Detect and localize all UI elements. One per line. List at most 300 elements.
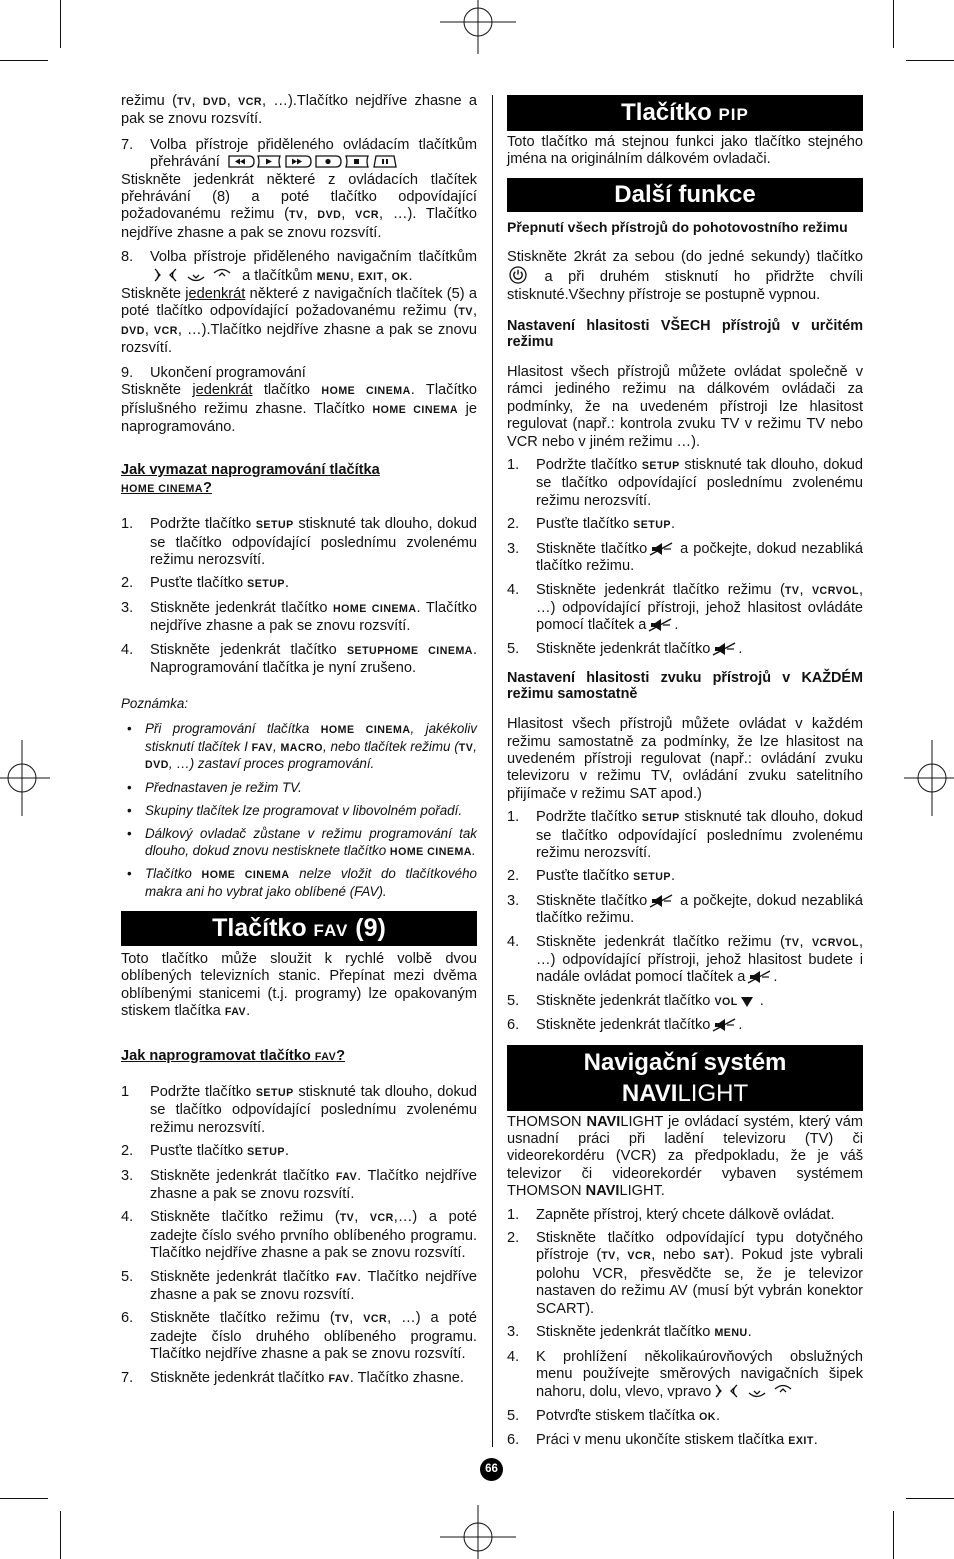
list-item [507, 1324, 863, 1342]
key-pip: PIP [718, 105, 749, 124]
key-label: VCR [369, 1212, 394, 1225]
step-number: 7. [121, 136, 134, 153]
text: (9) [348, 913, 386, 942]
text: . Tlačítko nejdříve zhasne a pak se znovu rozsvítí. [150, 1268, 477, 1304]
crop-mark [60, 0, 61, 48]
text: a počkejte, dokud nezabliká tlačítko režimu. [536, 540, 863, 575]
key-menu: MENU [316, 270, 350, 283]
text: Stiskněte jedenkrát tlačítko [150, 641, 347, 658]
mode-dvd: DVD [317, 209, 342, 222]
step-number: 5. [121, 1268, 134, 1285]
text: Tlačítko [145, 866, 202, 882]
text: , nebo [651, 1247, 704, 1264]
text: , …) odpovídající přístroji, jehož hlasitost budete i nadále ovládat pomocí tlačítek [536, 933, 864, 986]
text: Podržte tlačítko [150, 516, 256, 533]
mode-vcr: VCR [355, 209, 380, 222]
key-label: HOME CINEMA [389, 845, 472, 858]
text: . [408, 267, 413, 284]
list-item [507, 893, 863, 928]
nav-arrows-icon [713, 1383, 797, 1399]
fav-banner [121, 911, 477, 946]
registration-mark-icon [440, 1505, 516, 1559]
list-item [507, 809, 863, 862]
key-label: HOME CINEMA [384, 644, 473, 657]
list-item [121, 1269, 477, 1305]
key-label: HOME CINEMA [333, 602, 417, 615]
vol-each-steps [507, 809, 863, 1034]
paragraph [121, 382, 477, 436]
text: Stiskněte jedenkrát tlačítko [536, 1324, 715, 1341]
text: ). Pokud jste vybrali polohu VCR, přesvědčte se, že je televizor nastaven do režimu AV (musí být vybrán konektor SCART). [536, 1247, 863, 1317]
text: Volba přístroje přiděleného navigačním tlačítkům [150, 249, 477, 266]
crop-mark [893, 1511, 894, 1559]
mute-icon [648, 618, 672, 632]
text: , [349, 267, 358, 284]
key-label: TV [458, 741, 474, 754]
text: , …).Tlačítko nejdříve zhasne a pak se znovu rozsvítí. [121, 321, 477, 357]
text: NAVI [585, 1183, 620, 1200]
step-number: 9. [121, 364, 134, 381]
key-label: VCR [627, 1250, 652, 1263]
text: LIGHT. [619, 1183, 665, 1200]
note-item [121, 826, 477, 861]
list-item [121, 249, 477, 286]
bullet-icon: • [127, 866, 132, 882]
key-label: SETUP [247, 578, 285, 591]
text: Přednastaven je režim TV. [145, 780, 302, 796]
text: jedenkrát [192, 382, 253, 399]
key-label: VCR [811, 584, 836, 597]
step-number: 4. [507, 1348, 520, 1365]
playback-buttons-icon [226, 154, 398, 169]
more-functions-banner: Další funkce [507, 178, 863, 212]
key-label: DVD [145, 759, 169, 772]
text: Stiskněte [121, 286, 186, 303]
mute-icon [747, 970, 771, 984]
key-label: HOME CINEMA [201, 869, 290, 882]
key-exit: EXIT [358, 270, 384, 283]
banner-line: Navigační systém [583, 1048, 787, 1076]
note-item [121, 803, 477, 820]
mode-vcr: VCR [238, 96, 263, 108]
text: Stiskněte jedenkrát tlačítko [150, 1268, 336, 1285]
step-number: 4. [507, 933, 520, 950]
text: , [383, 267, 392, 284]
step-number: 6. [507, 1017, 520, 1034]
crop-mark [60, 1511, 61, 1559]
step-number: 2. [507, 868, 520, 885]
list-item [121, 1209, 477, 1262]
text: Stiskněte jedenkrát některé z ovládacích tlačítek přehrávání (8) a poté tlačítko odpovídající požadovanému režimu ( [121, 171, 477, 223]
text: stisknuté tak dlouho, dokud se tlačítko odpovídající poslednímu zvolenému režimu nerozsvítí. [150, 1083, 477, 1136]
key-home-cinema: HOME CINEMA [121, 482, 204, 495]
text: . [284, 575, 290, 592]
text: . Tlačítko příslušného režimu zhasne. Tlačítko [121, 382, 477, 417]
text: Dálkový ovladač zůstane v režimu programování tak dlouho, dokud znovu nestisknete tlačítko [145, 825, 477, 858]
pip-banner [507, 95, 863, 131]
key-home-cinema: HOME CINEMA [372, 403, 459, 416]
list-item [121, 642, 477, 678]
text: . [284, 1143, 290, 1160]
paragraph [121, 951, 477, 1022]
text: je nyní zrušeno. [313, 659, 417, 676]
step-number: 1. [507, 809, 520, 826]
text: Podržte tlačítko [150, 1083, 256, 1100]
vol-all-steps [507, 457, 863, 658]
text: Toto tlačítko může sloužit k rychlé volbě dvou oblíbených televizních stanic. Přepínat mezi dvěma oblíbenými stanicemi (t.j. programy) lze opakovaným stiskem tlačítka [121, 950, 477, 1020]
key-label: MENU [714, 1327, 748, 1340]
key-label: FAV [328, 1372, 350, 1385]
text: . Tlačítko zhasne. [349, 1369, 464, 1386]
list-item [121, 600, 477, 636]
text: , [472, 303, 477, 320]
text: , [473, 738, 477, 754]
key-label: FAV [335, 1271, 358, 1284]
list-item [121, 516, 477, 569]
text: . [670, 868, 676, 885]
key-label: TV [784, 936, 800, 949]
key-label: FAV [251, 741, 273, 754]
text: , …).Tlačítko nejdříve zhasne a pak se znovu rozsvítí. [121, 93, 478, 128]
text: Zapněte přístroj, který chcete dálkově ovládat. [536, 1206, 835, 1223]
text: je naprogramováno. [121, 400, 478, 435]
list-item [507, 641, 863, 658]
step-number: 5. [507, 992, 520, 1009]
text: . [747, 1324, 752, 1341]
text: Podržte tlačítko [536, 809, 642, 826]
key-label: TV [784, 584, 800, 597]
note-item [121, 780, 477, 797]
step-number: 3. [507, 540, 520, 557]
text: , jakékoliv stisknutí tlačítek I [145, 720, 477, 754]
right-column [507, 95, 863, 1457]
text: Stiskněte tlačítko [536, 892, 648, 909]
text: Tlačítko [621, 99, 719, 126]
programming-steps [121, 365, 477, 382]
list-item [507, 1207, 863, 1224]
step-number: 3. [507, 892, 520, 909]
step-number: 1. [507, 1206, 520, 1223]
text: tlačítko [252, 382, 322, 399]
step-number: 1. [121, 516, 134, 533]
text: . [674, 617, 679, 634]
text: a při druhém stisknutí ho přidržte chvíli stisknuté.Všechny přístroje se postupně vypnou. [507, 269, 863, 303]
text: Ukončení programování [150, 364, 306, 381]
key-label: SETUP [346, 644, 385, 657]
text: stisknuté tak dlouho, dokud se tlačítko odpovídající poslednímu zvolenému režimu nerozsvítí. [536, 457, 863, 509]
text: LIGHT je ovládací systém, který vám usnadní práci při ladění televizoru (TV) či videorekordéru (VCR) za předpokladu, že je váš televizor či videorekordér vybaven systémem THOMSON [507, 1113, 863, 1200]
text: ? [203, 479, 212, 496]
step-number: 5. [507, 640, 520, 657]
key-label: SETUP [255, 1086, 294, 1099]
bullet-icon: • [127, 720, 132, 736]
section-heading: Přepnutí všech přístrojů do pohotovostního režimu [507, 218, 848, 235]
crop-mark [906, 1498, 954, 1499]
text: , [799, 581, 812, 598]
crop-mark [893, 0, 894, 48]
text: . [755, 992, 764, 1009]
crop-mark [906, 60, 954, 61]
list-item [121, 137, 477, 172]
list-item [507, 1408, 863, 1426]
text: , …) odpovídající přístroji, jehož hlasitost ovládáte pomocí tlačítek [536, 581, 864, 634]
step-number: 8. [121, 249, 134, 266]
step-number: 7. [121, 1369, 134, 1386]
step-number: 4. [121, 641, 134, 658]
text: Pusťte tlačítko [150, 575, 248, 592]
text: K prohlížení několikaúrovňových obslužných menu používejte směrových navigačních šipek nahoru, dolu, vlevo, vpravo [536, 1348, 863, 1401]
key-label: TV [601, 1250, 616, 1263]
text: . Naprogramování tlačítka [150, 641, 477, 676]
left-column [121, 93, 477, 1394]
navilight-banner [507, 1045, 863, 1111]
key-home-cinema: HOME CINEMA [321, 385, 411, 398]
list-item [507, 582, 863, 635]
crop-mark [0, 60, 48, 61]
text: , nebo tlačítek režimu ( [323, 738, 459, 754]
list-item [121, 365, 477, 382]
text: Stiskněte jedenkrát tlačítko [536, 640, 711, 657]
paragraph [507, 249, 863, 304]
erase-steps [121, 516, 477, 677]
notes-list [121, 721, 477, 901]
mute-icon [712, 1018, 736, 1032]
paragraph [121, 286, 477, 358]
mode-tv: TV [289, 209, 304, 222]
text: , [226, 93, 239, 109]
fav-steps [121, 1084, 477, 1388]
programming-steps [121, 137, 477, 172]
key-label: HOME CINEMA [320, 723, 411, 736]
section-heading: Nastavení hlasitosti zvuku přístrojů v KAŽDÉM režimu samostatně [507, 670, 863, 703]
text: . [670, 516, 676, 533]
step-number: 2. [121, 575, 134, 592]
text: Stiskněte jedenkrát tlačítko režimu ( [536, 933, 785, 950]
text: , [303, 206, 318, 223]
text: Práci v menu ukončíte stiskem tlačítka [536, 1432, 789, 1449]
text: Podržte tlačítko [536, 457, 642, 474]
text: NAVI [586, 1113, 621, 1130]
mode-vcr: VCR [154, 324, 178, 337]
text: , [615, 1247, 628, 1264]
text: Při programování tlačítka [145, 720, 321, 736]
key-label: SETUP [247, 1146, 285, 1159]
list-item [507, 541, 863, 576]
text: , [799, 933, 812, 950]
text: LIGHT [677, 1079, 749, 1107]
text: , [354, 1209, 370, 1226]
mute-icon [649, 894, 673, 908]
crop-mark [0, 1498, 48, 1499]
text: , [144, 321, 154, 338]
key-label: SETUP [633, 519, 671, 532]
text: Jak naprogramovat tlačítko [121, 1047, 315, 1064]
paragraph: Toto tlačítko má stejnou funkci jako tlačítko stejného jména na originálním dálkovém ovladači. [507, 134, 863, 168]
key-ok: OK [391, 270, 409, 283]
key-label: VCR [811, 936, 836, 949]
step-number: 3. [121, 1167, 134, 1184]
text: Stiskněte 2krát za sebou (do jedné sekundy) tlačítko [507, 248, 863, 265]
step-number: 4. [121, 1209, 134, 1226]
mute-icon [712, 642, 736, 656]
list-item [507, 516, 863, 534]
text: stisknuté tak dlouho, dokud se tlačítko odpovídající poslednímu zvolenému režimu nerozsvítí. [536, 809, 863, 861]
text: Stiskněte tlačítko odpovídající typu dotyčného přístroje ( [536, 1230, 863, 1264]
mode-dvd: DVD [202, 96, 227, 108]
text: Stiskněte tlačítko [536, 540, 648, 557]
step-number: 2. [507, 1230, 520, 1247]
banner-line [507, 1078, 863, 1109]
section-heading [121, 1048, 477, 1066]
text: , [272, 738, 281, 754]
section-heading [121, 462, 477, 498]
note-label: Poznámka: [121, 696, 188, 712]
mute-icon [649, 542, 673, 556]
registration-mark-icon [0, 740, 50, 816]
key-label: TV [334, 1313, 350, 1326]
text: Stiskněte tlačítko režimu ( [150, 1310, 335, 1327]
text: Pusťte tlačítko [150, 1143, 248, 1160]
mode-dvd: DVD [121, 324, 145, 337]
key-fav: FAV [314, 1050, 337, 1063]
list-item [121, 1143, 477, 1161]
key-label: SETUP [641, 812, 680, 825]
text: režimu ( [121, 93, 177, 109]
page-number: 66 [480, 1458, 503, 1481]
list-item [507, 1017, 863, 1034]
text: , [191, 93, 203, 109]
key-fav: FAV [313, 920, 349, 940]
list-item [507, 934, 863, 987]
text: Potvrďte stiskem tlačítka [536, 1407, 700, 1424]
mode-tv: TV [458, 306, 473, 319]
step-number: 1. [507, 457, 520, 474]
text: Stiskněte [121, 382, 193, 399]
section-heading: Nastavení hlasitosti VŠECH přístrojů v určitém režimu [507, 318, 863, 351]
key-label: VCR [363, 1313, 388, 1326]
paragraph: Hlasitost všech přístrojů můžete ovládat v každém režimu samostatně za podmínky, že lze hlasitost na uvedeném přístroji regulovat (např.: ovládání zvuku televizoru v režimu TV, ovládání zvuku satelitního přijímače v režimu SAT apod.) [507, 716, 863, 802]
text: . [773, 969, 778, 986]
list-item [507, 1349, 863, 1402]
list-item [507, 868, 863, 886]
nav-arrows-icon [152, 267, 236, 283]
list-item [121, 1084, 477, 1137]
text: Jak vymazat naprogramování tlačítka [121, 462, 380, 479]
paragraph [121, 93, 477, 129]
text: , …) zastaví proces programování. [168, 756, 375, 772]
text: jedenkrát [185, 286, 246, 303]
text: a počkejte, dokud nezabliká tlačítko režimu. [536, 892, 863, 927]
text: Pusťte tlačítko [536, 516, 634, 533]
text: . Tlačítko nejdříve zhasne a pak se znovu rozsvítí. [150, 1167, 477, 1203]
key-label: TV [339, 1212, 355, 1225]
list-item [507, 993, 863, 1011]
step-number: 6. [121, 1310, 134, 1327]
step-number: 1 [121, 1083, 130, 1100]
note-item [121, 866, 477, 901]
key-label: FAV [335, 1170, 358, 1183]
text: Stiskněte jedenkrát tlačítko [536, 1017, 711, 1034]
text: Stiskněte jedenkrát tlačítko režimu ( [536, 581, 785, 598]
text: . [738, 1017, 743, 1034]
power-icon [509, 266, 527, 284]
text: NAVI [621, 1079, 678, 1107]
paragraph: Hlasitost všech přístrojů můžete ovládat společně v rámci jediného režimu na dálkovém ovládači za podmínky, že na uvedeném přístroji lze hlasitost regulovat (např.: kontrola zvuku TV v režimu TV nebo VCR nebo v jiném režimu …). [507, 364, 863, 450]
registration-mark-icon [440, 0, 516, 54]
text: a [737, 969, 746, 986]
paragraph [507, 1114, 863, 1201]
text: Volba přístroje přiděleného ovládacím tlačítkům přehrávání [150, 136, 477, 171]
text: Pusťte tlačítko [536, 868, 634, 885]
text: . [471, 842, 476, 858]
key-label: SETUP [633, 871, 671, 884]
list-item [507, 457, 863, 510]
step-number: 2. [507, 516, 520, 533]
text: Stiskněte tlačítko režimu ( [150, 1209, 340, 1226]
note-item [121, 721, 477, 774]
list-item [121, 1310, 477, 1363]
column-divider [492, 95, 493, 1447]
text: , …) a poté zadejte číslo druhého oblíbeného programu. Tlačítko nejdříve zhasne a pak se znovu rozsvítí. [150, 1310, 478, 1363]
registration-mark-icon [904, 740, 954, 816]
list-item [507, 1230, 863, 1318]
text: , [341, 206, 356, 223]
bullet-icon: • [127, 780, 132, 796]
step-number: 5. [507, 1407, 520, 1424]
text: . [246, 1003, 251, 1020]
key-fav: FAV [224, 1006, 247, 1019]
text: a [638, 617, 647, 634]
navilight-steps [507, 1207, 863, 1451]
text: Stiskněte jedenkrát tlačítko [150, 599, 333, 616]
text: některé z navigačních tlačítek (5) a poté tlačítko odpovídající požadovanému režimu ( [121, 286, 477, 320]
text: , …). Tlačítko nejdříve zhasne a pak se znovu rozsvítí. [121, 206, 477, 241]
text: nelze vložit do tlačítkového makra ani ho vybrat jako oblíbené (FAV). [145, 866, 477, 900]
bullet-icon: • [127, 825, 132, 841]
text: ,…) a poté zadejte číslo svého prvního oblíbeného programu. Tlačítko nejdříve zhasne a pak se znovu rozsvítí. [150, 1209, 478, 1262]
key-label: EXIT [788, 1435, 814, 1448]
text: ? [336, 1047, 346, 1064]
list-item [121, 575, 477, 593]
text: Stiskněte jedenkrát tlačítko [536, 992, 715, 1009]
key-label: SETUP [255, 519, 294, 532]
list-item [507, 1432, 863, 1450]
key-label: OK [699, 1410, 716, 1423]
paragraph [121, 172, 477, 243]
key-label: MACRO [280, 741, 323, 754]
step-number: 3. [121, 599, 134, 616]
key-label: SETUP [641, 460, 680, 473]
text: Stiskněte jedenkrát tlačítko [150, 1167, 336, 1184]
list-item [121, 1168, 477, 1204]
text: . Tlačítko nejdříve zhasne a pak se znovu rozsvítí. [150, 599, 477, 635]
step-number: 2. [121, 1143, 134, 1160]
key-label: SAT [703, 1250, 725, 1263]
text: Stiskněte jedenkrát tlačítko [150, 1369, 329, 1386]
mode-tv: TV [176, 96, 192, 108]
text: , [349, 1310, 364, 1327]
text: Skupiny tlačítek lze programovat v libovolném pořadí. [145, 802, 463, 818]
text: . [715, 1407, 721, 1424]
text: stisknuté tak dlouho, dokud se tlačítko odpovídající poslednímu zvolenému režimu nerozsvítí. [150, 516, 477, 568]
step-number: 3. [507, 1324, 520, 1341]
text: THOMSON [507, 1113, 587, 1130]
text: . [813, 1432, 818, 1449]
text: Tlačítko [212, 913, 314, 942]
step-number: 4. [507, 581, 520, 598]
list-item [121, 1370, 477, 1388]
programming-steps [121, 249, 477, 286]
